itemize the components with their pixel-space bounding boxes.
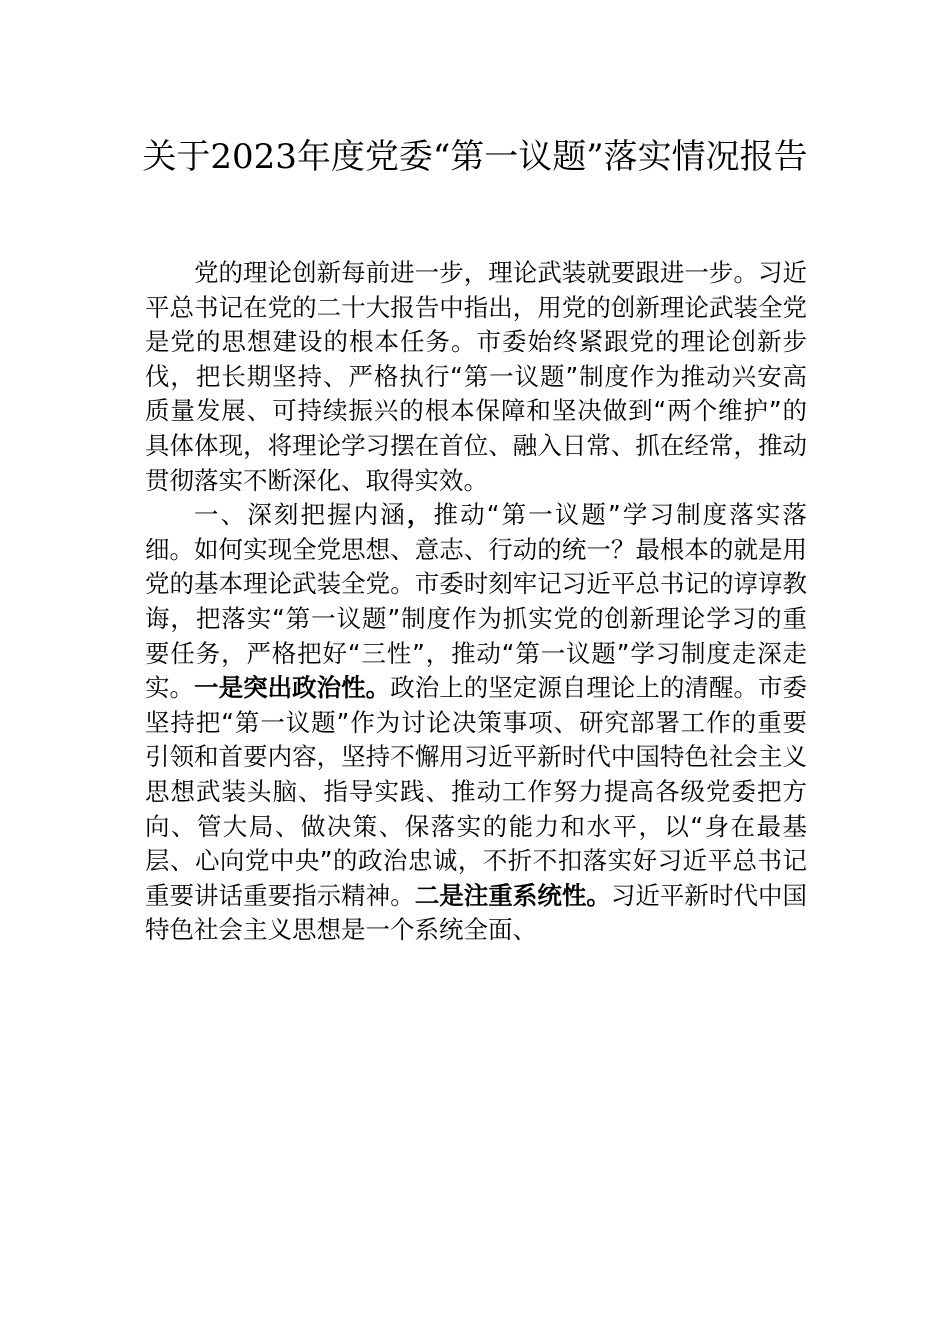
point-one-heading: 一是突出政治性。 bbox=[194, 673, 391, 703]
point-two-heading: 二是注重系统性。 bbox=[414, 880, 611, 910]
paragraph-intro: 党的理论创新每前进一步，理论武装就要跟进一步。习近平总书记在党的二十大报告中指出，用党的创新理论武装全党是党的思想建设的根本任务。市委始终紧跟党的理论创新步伐，把长期坚持、严格执行“第一议题”制度作为推动兴安高质量发展、可持续振兴的根本保障和坚决做到“两个维护”的具体体现，将理论学习摆在首位、融入日常、抓在经常，推动贯彻落实不断深化、取得实效。 bbox=[145, 258, 807, 495]
paragraph-section-one bbox=[145, 498, 807, 948]
section-one-text: 推动“第一议题”学习制度落实落细。如何实现全党思想、意志、行动的统一？最根本的就是用党的基本理论武装全党。市委时刻牢记习近平总书记的谆谆教诲，把落实“第一议题”制度作为抓实党的创新理论学习的重要任务，严格把好“三性”，推动“第一议题”学习制度走深走实。 bbox=[145, 500, 808, 703]
section-one-heading-comma: ， bbox=[406, 500, 434, 530]
section-one-heading: 一、深刻把握内涵 bbox=[194, 500, 407, 530]
document-title: 关于2023年度党委“第一议题”落实情况报告 bbox=[142, 137, 808, 177]
point-one-text: 政治上的坚定源自理论上的清醒。市委坚持把“第一议题”作为讨论决策事项、研究部署工作的重要引领和首要内容，坚持不懈用习近平新时代中国特色社会主义思想武装头脑、指导实践、推动工作努力提高各级党委把方向、管大局、做决策、保落实的能力和水平，以“身在最基层、心向党中央”的政治忠诚，不折不扣落实好习近平总书记重要讲话重要指示精神。 bbox=[145, 673, 808, 910]
point-two-text: 习近平新时代中国特色社会主义思想是一个系统全面、 bbox=[145, 880, 808, 945]
document-body bbox=[145, 256, 807, 948]
